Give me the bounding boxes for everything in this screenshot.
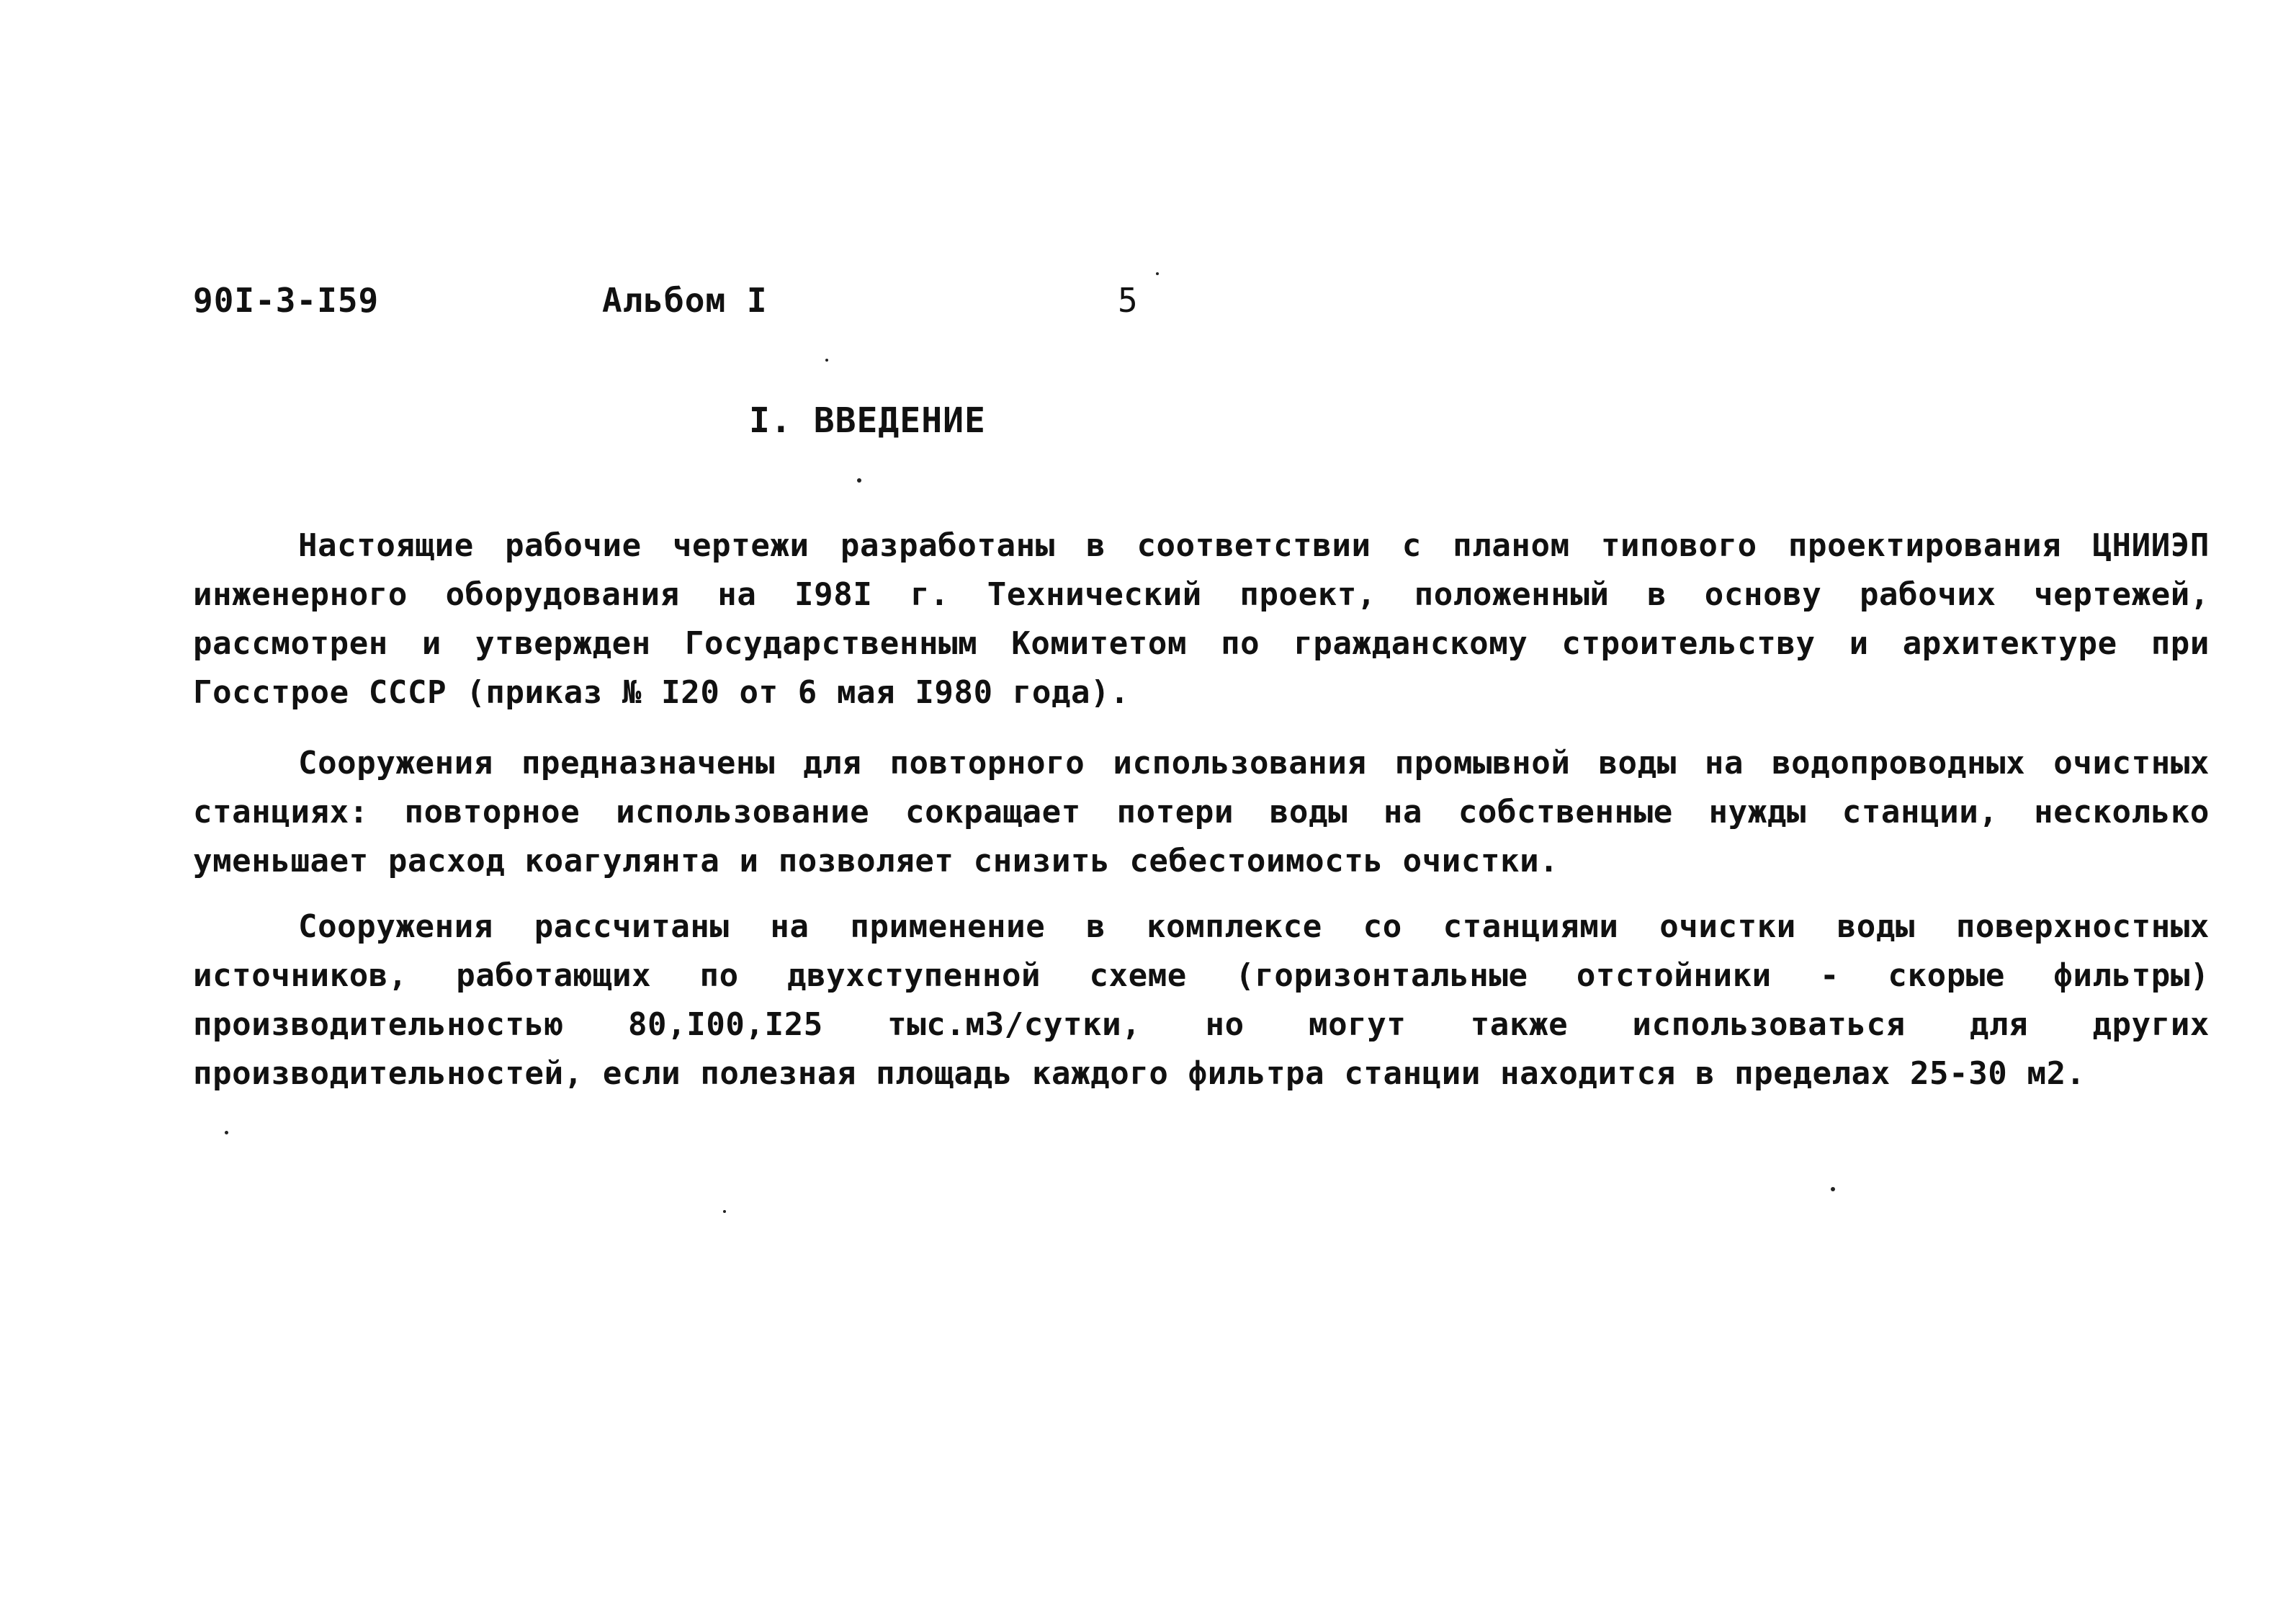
scan-speck [1156,272,1159,275]
scan-speck [825,359,828,362]
scan-speck [723,1210,726,1213]
section-title: I. ВВЕДЕНИЕ [749,400,986,441]
scan-speck [225,1131,228,1134]
album-label: Альбом I [602,281,768,320]
paragraph-intro: Настоящие рабочие чертежи разработаны в соответствии с планом типового проектирования ЦНИИЭП инженерного оборудования на I98I г. Технический проект, положенный в основу рабочих чертежей, рассмотрен и утвержден Государственным Комитетом по гражданскому строительству и архитектуре при Госстрое СССР (приказ № I20 от 6 мая I980 года). [193,527,2210,711]
paragraph-purpose: Сооружения предназначены для повторного использования промывной воды на водопроводных очистных станциях: повторное использование сокращает потери воды на собственные нужды станции, несколько уменьшает расход коагулянта и позволяет снизить себестоимость очистки. [193,745,2210,879]
scan-speck [857,478,861,483]
document-code: 90I-3-I59 [193,281,380,320]
scan-speck [1831,1187,1835,1191]
page-number: 5 [1118,281,1139,320]
paragraph-application: Сооружения рассчитаны на применение в комплексе со станциями очистки воды поверхностных источников, работающих по двухступенной схеме (горизонтальные отстойники - скорые фильтры) производительностью 80,I00,I25 тыс.м3/сутки, но могут также использоваться для других производительностей, если полезная площадь каждого фильтра станции находится в пределах 25-30 м2. [193,908,2210,1092]
